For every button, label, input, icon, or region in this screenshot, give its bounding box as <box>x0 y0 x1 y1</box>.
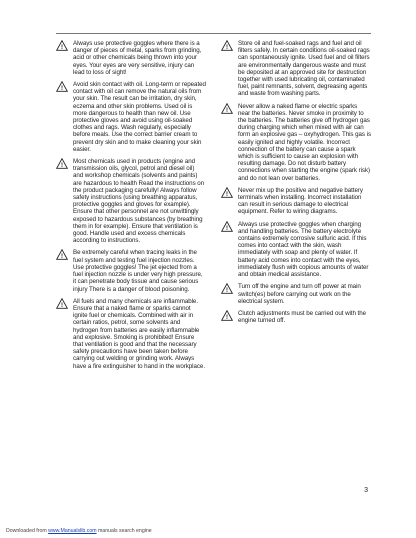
footer-suffix: manuals search engine <box>96 528 152 534</box>
warning-triangle-icon <box>56 158 68 169</box>
warning-triangle-icon <box>221 40 233 51</box>
warning-text: Avoid skin contact with oil. Long-term or repeated contact with oil can remove the natural oils from your skin. The result can be irritation, dry skin, eczema and other skin problems. Used oil is more dangerous to health than new oil. Use protective gloves and avoid using oil-soaked clothes and rags. Wash regularly, especially before meals. Use the correct barrier cream to prevent dry skin and to make cleaning your skin easier. <box>73 81 206 153</box>
manualslib-link[interactable]: www.Manualslib.com <box>48 528 97 534</box>
left-column <box>56 40 206 375</box>
warning-text: Never allow a naked flame or electric sparks near the batteries. Never smoke in proximity to the batteries. The batteries give off hydrogen gas during charging which when mixed with air can form an explosive gas – oxyhydrogen. This gas is easily ignited and highly volatile. Incorrect connection of the battery can cause a spark which is sufficient to cause an explosion with resulting damage. Do not disturb battery connections when starting the engine (spark risk) and do not lean over batteries. <box>238 102 371 182</box>
warning-item <box>221 187 371 216</box>
warning-text: Always use protective goggles when charging and handling batteries. The battery electrolyte contains extremely corrosive sulfuric acid. If this comes into contact with the skin, wash immediately with soap and plenty of water. If battery acid comes into contact with the eyes, immediately flush with copious amounts of water and obtain medical assistance. <box>238 220 369 279</box>
svg-text:!: ! <box>226 45 228 51</box>
svg-text:!: ! <box>226 107 228 114</box>
warning-text: All fuels and many chemicals are inflammable. Ensure that a naked flame or sparks cannot ignite fuel or chemicals. Combined with air in certain ratios, petrol, some solvents and hydrogen from batteries are easily inflammable and explosive. Smoking is prohibited! Ensure that ventilation is good and that the necessary safety precautions have been taken before carrying out welding or grinding work. Always have a fire extinguisher to hand in the workplace. <box>73 297 205 370</box>
warning-text: Always use protective goggles where there is a danger of pieces of metal, sparks from grinding, acid or other chemicals being thrown into your eyes. Your eyes are very sensitive, injury can lead to loss of sight! <box>73 40 202 76</box>
warning-triangle-icon <box>221 103 233 114</box>
warning-triangle-icon <box>56 298 68 309</box>
warning-item <box>221 40 371 98</box>
warning-item <box>56 298 206 370</box>
svg-text:!: ! <box>226 225 228 232</box>
warning-triangle-icon <box>221 221 233 232</box>
warning-text: Clutch adjustments must be carried out with the engine turned off. <box>238 309 366 325</box>
header-rule <box>56 33 371 34</box>
warning-item <box>56 81 206 153</box>
warning-triangle-icon <box>221 283 233 294</box>
warning-item <box>56 40 206 76</box>
warning-text: Be extremely careful when tracing leaks in the fuel system and testing fuel injection nozzles. Use protective goggles! The jet ejected from a fuel injection nozzle is under very high pressure, it can penetrate body tissue and cause serious injury There is a danger of blood poisoning. <box>73 249 203 293</box>
warning-item <box>56 249 206 292</box>
svg-text:!: ! <box>61 45 63 51</box>
svg-text:!: ! <box>61 254 63 261</box>
svg-text:!: ! <box>226 288 228 295</box>
warning-triangle-icon <box>221 187 233 198</box>
svg-text:!: ! <box>61 163 63 170</box>
warning-item <box>56 158 206 244</box>
warning-text: Turn off the engine and turn off power at main switch(es) before carrying out work on the electrical system. <box>238 283 361 305</box>
warning-item <box>221 283 371 305</box>
svg-text:!: ! <box>226 192 228 198</box>
download-footer <box>6 528 152 534</box>
warning-triangle-icon <box>56 249 68 260</box>
footer-prefix: Downloaded from <box>6 528 49 534</box>
warning-item <box>221 221 371 279</box>
svg-text:!: ! <box>61 86 63 93</box>
svg-text:!: ! <box>61 302 63 309</box>
right-column <box>221 40 371 329</box>
warning-item <box>221 310 371 324</box>
warning-triangle-icon <box>56 40 68 51</box>
svg-text:!: ! <box>226 315 228 321</box>
warning-text: Most chemicals used in products (engine and transmission oils, glycol, petrol and diesel oil) and workshop chemicals (solvents and paints) are hazardous to health Read the instructions on the product packaging carefully! Always follow safety instructions (using breathing apparatus, protective goggles and gloves for example). Ensure that other personnel are not unwittingly exposed to hazardous substances (by breathing them in for example). Ensure that ventilation is good. Handle used and excess chemicals according to instructions. <box>73 158 205 245</box>
warning-text: Never mix up the positive and negative battery terminals when installing. Incorrect installation can result in serious damage to electrical equipment. Refer to wiring diagrams. <box>238 186 363 216</box>
warning-item <box>221 103 371 182</box>
warning-text: Store oil and fuel-soaked rags and fuel and oil filters safely. In certain conditions oil-soaked rags can spontaneously ignite. Used fuel and oil filters are environmentally dangerous waste and must be deposited at an approved site for destruction together with used lubricating oil, contaminated fuel, paint remnants, solvent, degreasing agents and waste from washing parts. <box>238 40 370 98</box>
page-number: 3 <box>364 487 368 494</box>
warning-triangle-icon <box>56 81 68 92</box>
warning-triangle-icon <box>221 310 233 321</box>
